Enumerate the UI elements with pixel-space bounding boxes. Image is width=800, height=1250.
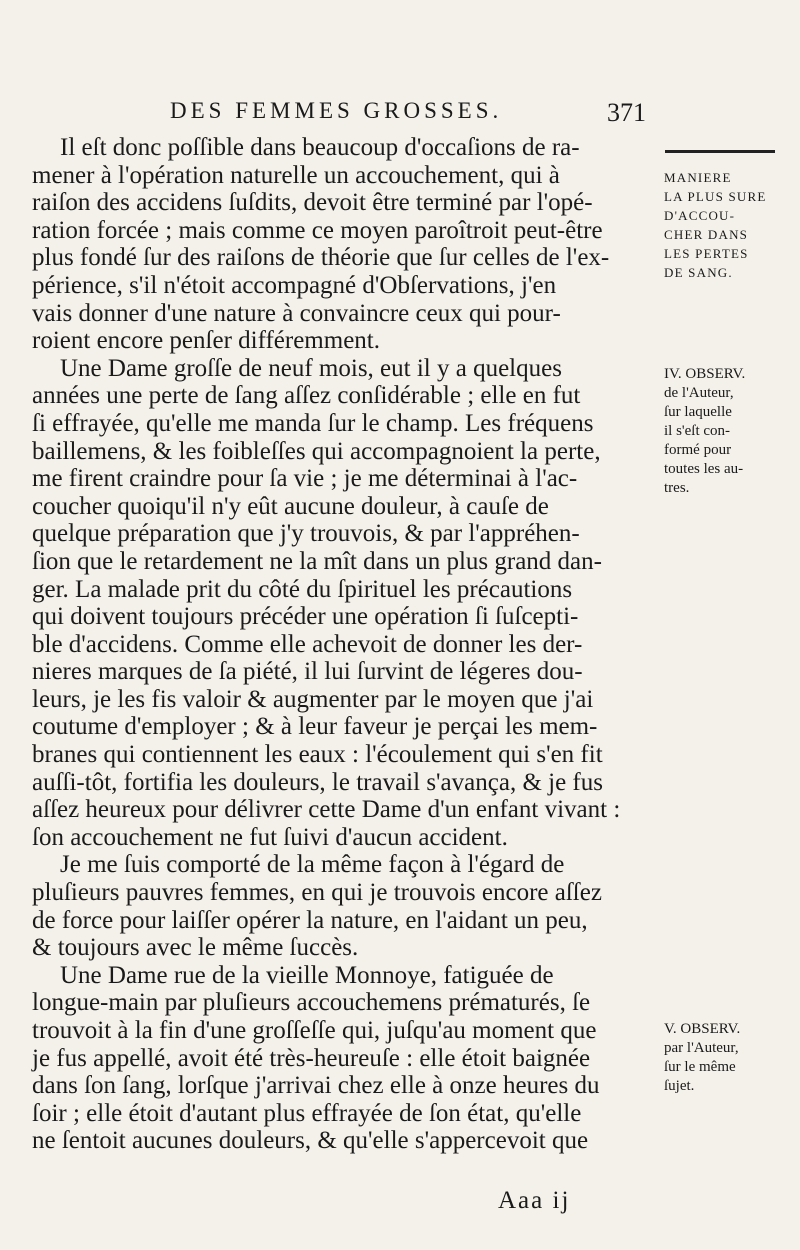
margin-note-line: LA PLUS SURE xyxy=(664,189,767,204)
text-line: ration forcée ; mais comme ce moyen paroîtroit peut-être xyxy=(32,216,603,244)
text-line: coutume d'employer ; & à leur faveur je perçai les mem- xyxy=(32,713,598,741)
page-number: 371 xyxy=(607,98,646,127)
margin-note-line: LES PERTES xyxy=(664,246,749,261)
margin-note-line: toutes les au- xyxy=(664,461,744,477)
text-line: ble d'accidens. Comme elle achevoit de donner les der- xyxy=(32,630,583,658)
text-line: leurs, je les fis valoir & augmenter par le moyen que j'ai xyxy=(32,685,594,713)
text-line: dans ſon ſang, lorſque j'arrivai chez elle à onze heures du xyxy=(32,1072,600,1100)
text-line: ger. La malade prit du côté du ſpirituel les précautions xyxy=(32,575,573,603)
text-line: années une perte de ſang aſſez conſidérable ; elle en fut xyxy=(32,382,581,410)
margin-note-line: MANIERE xyxy=(664,170,732,185)
paragraph-2 xyxy=(32,355,654,852)
text-line: ſion que le retardement ne la mît dans un plus grand dan- xyxy=(32,547,602,575)
margin-note-method xyxy=(664,168,784,282)
text-line: Il eſt donc poſſible dans beaucoup d'occaſions de ra- xyxy=(60,134,580,161)
text-line: je fus appellé, avoit été très-heureuſe : elle étoit baignée xyxy=(32,1044,591,1072)
paragraph-4 xyxy=(32,962,654,1155)
page-header xyxy=(170,98,646,134)
text-line: aſſez heureux pour délivrer cette Dame d'un enfant vivant : xyxy=(32,796,621,824)
text-line: auſſi-tôt, fortifia les douleurs, le travail s'avança, & je fus xyxy=(32,768,603,796)
signature-mark: Aaa ij xyxy=(498,1187,571,1214)
margin-note-line: IV. OBSERV. xyxy=(664,366,746,382)
margin-rule xyxy=(665,150,775,153)
margin-note-line: DE SANG. xyxy=(664,265,733,280)
text-line: périence, s'il n'étoit accompagné d'Obſervations, j'en xyxy=(32,271,557,299)
text-line: nieres marques de ſa piété, il lui ſurvint de légeres dou- xyxy=(32,658,583,686)
margin-note-observation-v xyxy=(664,1020,784,1096)
text-line: raiſon des accidens ſuſdits, devoit être terminé par l'opé- xyxy=(32,189,593,217)
text-line: me firent craindre pour ſa vie ; je me déterminai à l'ac- xyxy=(32,465,578,493)
margin-note-observation-iv xyxy=(664,365,784,498)
text-line: vais donner d'une nature à convaincre ceux qui pour- xyxy=(32,299,561,327)
text-line: qui doivent toujours précéder une opération ſi ſuſcepti- xyxy=(32,603,579,631)
margin-note-line: ſur le même xyxy=(664,1059,736,1075)
margin-note-line: ſur laquelle xyxy=(664,404,732,420)
text-line: mener à l'opération naturelle un accouchement, qui à xyxy=(32,161,560,189)
text-line: quelque préparation que j'y trouvois, & par l'appréhen- xyxy=(32,520,580,548)
text-line: & toujours avec le même ſuccès. xyxy=(32,934,359,962)
text-line: Une Dame rue de la vieille Monnoye, fatiguée de xyxy=(60,961,554,989)
text-line: branes qui contiennent les eaux : l'écoulement qui s'en fit xyxy=(32,741,603,769)
text-line: ſon accouchement ne fut ſuivi d'aucun accident. xyxy=(32,823,508,851)
text-line: pluſieurs pauvres femmes, en qui je trouvois encore aſſez xyxy=(32,879,602,907)
margin-note-line: CHER DANS xyxy=(664,227,749,242)
text-line: ne ſentoit aucunes douleurs, & qu'elle s'appercevoit que xyxy=(32,1127,589,1155)
margin-note-line: de l'Auteur, xyxy=(664,385,734,401)
margin-note-line: D'ACCOU- xyxy=(664,208,736,223)
text-line: Je me ſuis comporté de la même façon à l'égard de xyxy=(60,851,565,879)
text-line: plus fondé ſur des raiſons de théorie que ſur celles de l'ex- xyxy=(32,244,610,272)
margin-note-line: tres. xyxy=(664,480,690,496)
text-line: coucher quoiqu'il n'y eût aucune douleur, à cauſe de xyxy=(32,492,549,520)
margin-note-line: formé pour xyxy=(664,442,732,458)
text-line: trouvoit à la fin d'une groſſeſſe qui, juſqu'au moment que xyxy=(32,1017,597,1044)
margin-note-line: par l'Auteur, xyxy=(664,1040,739,1056)
body-text xyxy=(32,134,654,1155)
margin-note-line: il s'eſt con- xyxy=(664,423,731,439)
text-line: roient encore penſer différemment. xyxy=(32,327,380,355)
text-line: longue-main par pluſieurs accouchemens prématurés, ſe xyxy=(32,989,591,1017)
paragraph-1 xyxy=(32,134,654,355)
text-line: Une Dame groſſe de neuf mois, eut il y a quelques xyxy=(60,354,562,382)
margin-note-line: ſujet. xyxy=(664,1078,695,1094)
text-line: ſoir ; elle étoit d'autant plus effrayée de ſon état, qu'elle xyxy=(32,1099,582,1127)
margin-note-line: V. OBSERV. xyxy=(664,1021,741,1037)
text-line: de force pour laiſſer opérer la nature, en l'aidant un peu, xyxy=(32,906,588,934)
text-line: baillemens, & les foibleſſes qui accompagnoient la perte, xyxy=(32,437,601,465)
text-line: ſi effrayée, qu'elle me manda ſur le champ. Les fréquens xyxy=(32,409,594,437)
paragraph-3 xyxy=(32,851,654,961)
running-title: DES FEMMES GROSSES. xyxy=(170,98,503,123)
